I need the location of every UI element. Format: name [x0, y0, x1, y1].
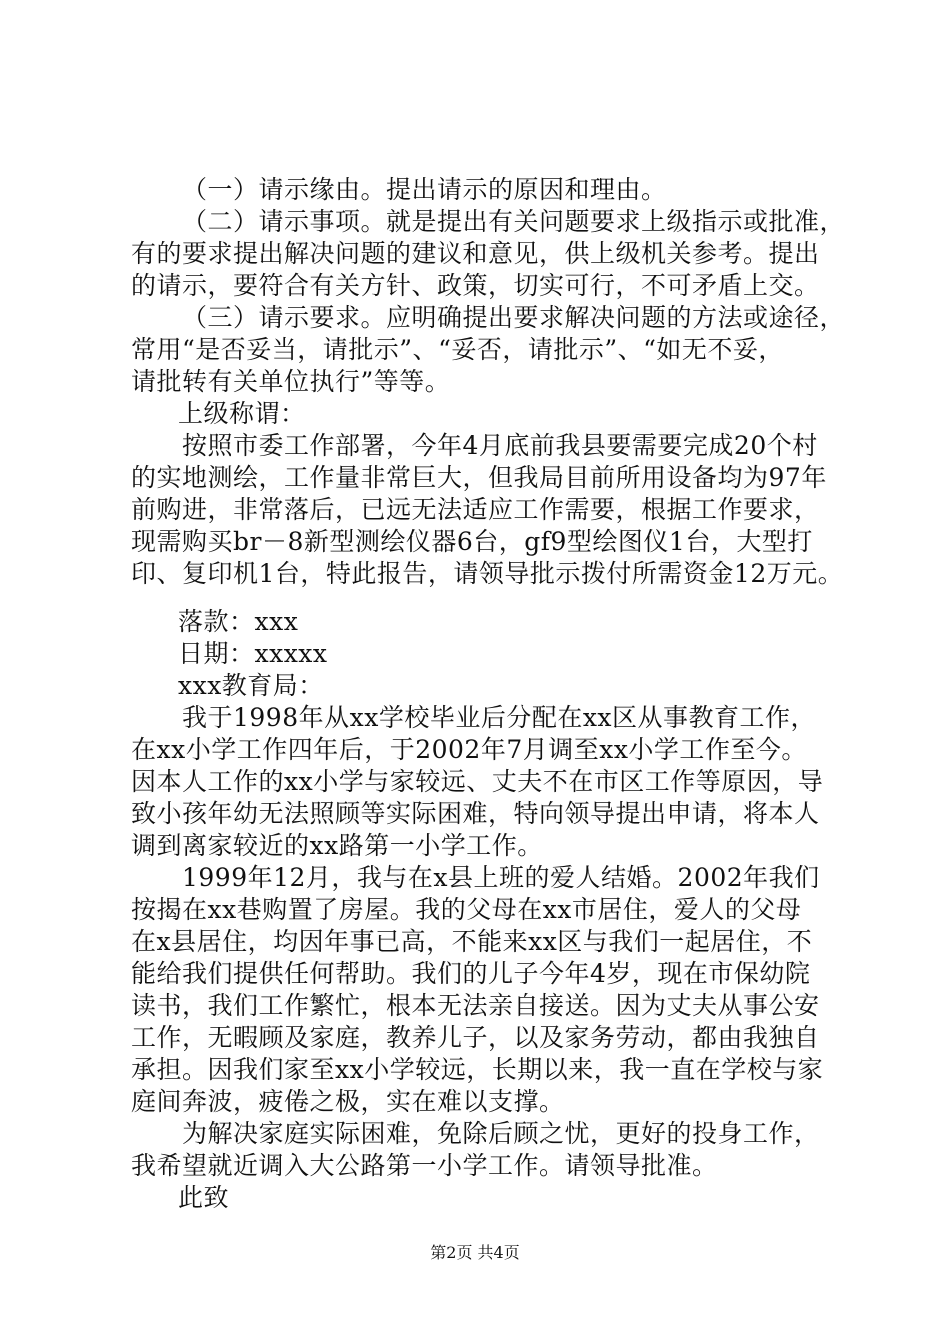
text-line: 上级称谓： — [178, 399, 306, 428]
text-line: 在x县居住，均因年事已高，不能来xx区与我们一起居住，不 — [131, 927, 813, 956]
text-line: 按揭在xx巷购置了房屋。我的父母在xx市居住，爱人的父母 — [131, 895, 802, 924]
text-line: 印、复印机1台，特此报告，请领导批示拨付所需资金12万元。 — [131, 559, 844, 588]
text-line: 在xx小学工作四年后，于2002年7月调至xx小学工作至今。 — [131, 735, 807, 764]
text-line: 我于1998年从xx学校毕业后分配在xx区从事教育工作， — [182, 703, 817, 732]
signature-line: 落款：xxx — [178, 607, 299, 636]
text-line: 的实地测绘，工作量非常巨大，但我局目前所用设备均为97年 — [131, 463, 827, 492]
text-line: 的请示，要符合有关方针、政策，切实可行，不可矛盾上交。 — [131, 271, 820, 300]
text-line: 庭间奔波，疲倦之极，实在难以支撑。 — [131, 1087, 565, 1116]
date-line: 日期：xxxxx — [178, 639, 328, 668]
text-line: （二）请示事项。就是提出有关问题要求上级指示或批准， — [182, 207, 846, 236]
text-line: 承担。因我们家至xx小学较远，长期以来，我一直在学校与家 — [131, 1055, 824, 1084]
closing-line: 此致 — [178, 1183, 230, 1212]
text-line: 现需购买br－8新型测绘仪器6台，gf9型绘图仪1台，大型打 — [131, 527, 813, 556]
text-line: 有的要求提出解决问题的建议和意见，供上级机关参考。提出 — [131, 239, 820, 268]
text-line: 因本人工作的xx小学与家较远、丈夫不在市区工作等原因，导 — [131, 767, 824, 796]
text-line: 调到离家较近的xx路第一小学工作。 — [131, 831, 543, 860]
text-line: 按照市委工作部署，今年4月底前我县要需要完成20个村 — [182, 431, 818, 460]
text-line: 1999年12月，我与在x县上班的爱人结婚。2002年我们 — [182, 863, 820, 892]
text-line: （三）请示要求。应明确提出要求解决问题的方法或途径， — [182, 303, 846, 332]
text-line: 我希望就近调入大公路第一小学工作。请领导批准。 — [131, 1151, 718, 1180]
text-line: 读书，我们工作繁忙，根本无法亲自接送。因为丈夫从事公安 — [131, 991, 820, 1020]
text-line: 致小孩年幼无法照顾等实际困难，特向领导提出申请，将本人 — [131, 799, 820, 828]
text-line: 请批转有关单位执行”等等。 — [131, 367, 451, 396]
text-line: （一）请示缘由。提出请示的原因和理由。 — [182, 175, 667, 204]
page-number-footer: 第2页 共4页 — [430, 1243, 520, 1262]
text-line: 前购进，非常落后，已远无法适应工作需要，根据工作要求， — [131, 495, 820, 524]
text-line: 能给我们提供任何帮助。我们的儿子今年4岁，现在市保幼院 — [131, 959, 811, 988]
salutation-line: xxx教育局： — [178, 671, 324, 700]
text-line: 常用“是否妥当，请批示”、“妥否，请批示”、“如无不妥， — [131, 335, 784, 364]
text-line: 为解决家庭实际困难，免除后顾之忧，更好的投身工作， — [182, 1119, 820, 1148]
text-line: 工作，无暇顾及家庭，教养儿子，以及家务劳动，都由我独自 — [131, 1023, 820, 1052]
